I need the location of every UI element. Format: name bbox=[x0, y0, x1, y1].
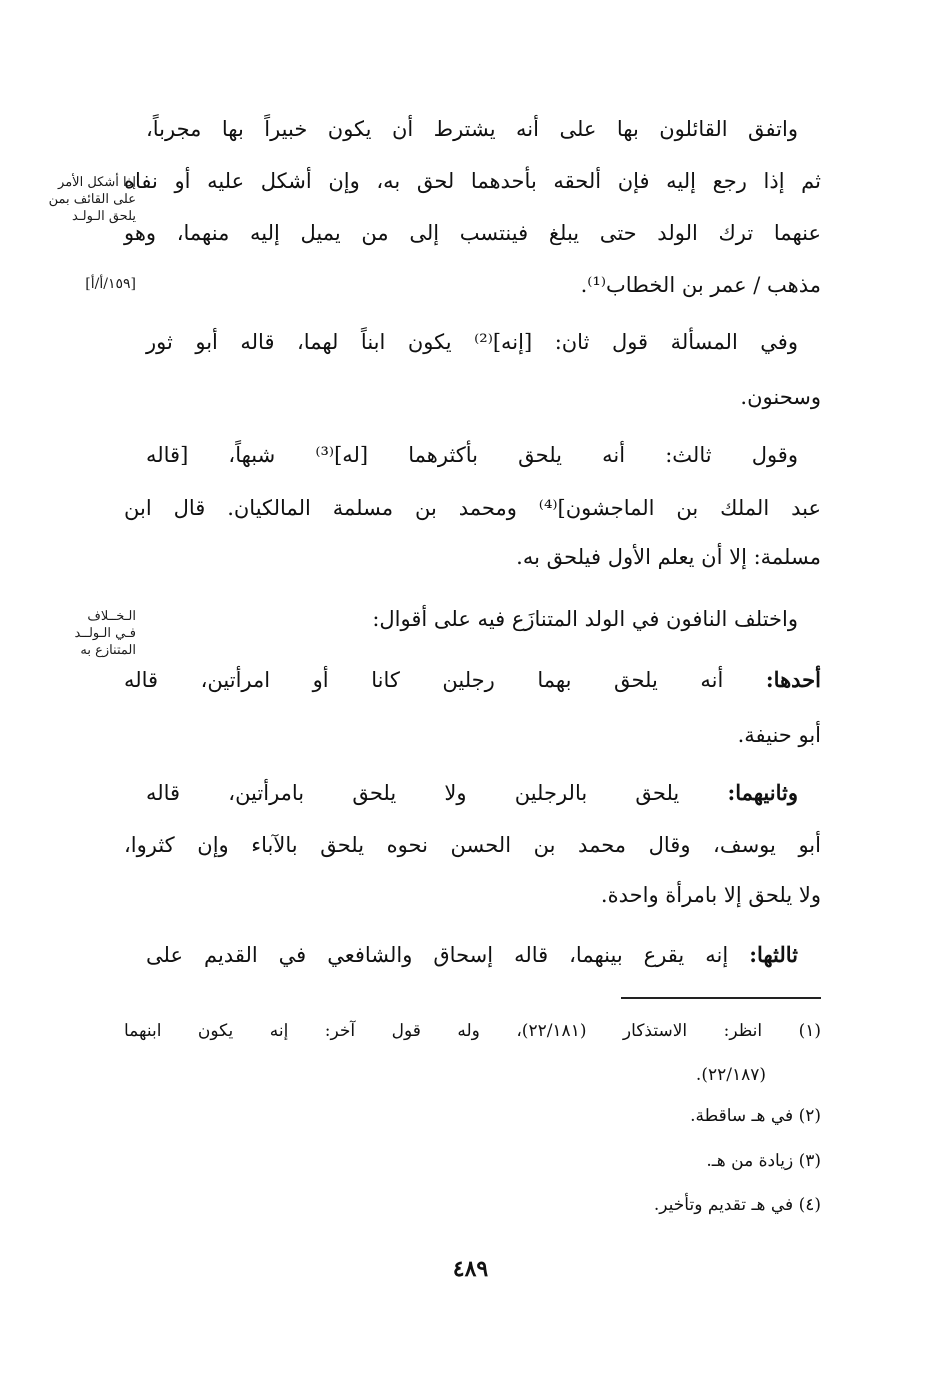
body-line-6: وسحنون. bbox=[740, 385, 821, 409]
margin-note-2-line-2: فـي الـولــد bbox=[74, 626, 136, 641]
margin-note-1-line-2: على القائف بمن bbox=[48, 192, 136, 207]
body-line-11 bbox=[124, 665, 821, 695]
body-line-8: عبد الملك بن الماجشون]⁽⁴⁾ ومحمد بن مسلمة المالكيان. قال ابن bbox=[124, 496, 821, 520]
footnote-1: (١) انظر: الاستذكار (٢٢/١٨١)، وله قول آخر: إنه يكون ابنهما bbox=[124, 1021, 821, 1041]
body-line-12: أبو حنيفة. bbox=[737, 723, 821, 747]
body-line-14: أبو يوسف، وقال محمد بن الحسن نحوه يلحق بالآباء وإن كثروا، bbox=[124, 833, 821, 857]
body-line-2: ثم إذا رجع إليه فإن ألحقه بأحدهما لحق به، وإن أشكل عليه أو نفاه bbox=[124, 169, 821, 193]
page-number: ٤٨٩ bbox=[452, 1256, 489, 1282]
body-line-3: عنهما ترك الولد حتى يبلغ فينتسب إلى من يميل إليه منهما، وهو bbox=[124, 221, 821, 245]
body-line-13: وثانيهما: يلحق بالرجلين ولا يلحق بامرأتين، قاله bbox=[146, 780, 798, 805]
body-line-4: مذهب / عمر بن الخطاب⁽¹⁾. bbox=[580, 273, 821, 297]
margin-note-1-line-1: إذا أشكل الأمر bbox=[58, 175, 136, 190]
body-line-1: واتفق القائلون بها على أنه يشترط أن يكون خبيراً بها مجرباً، bbox=[146, 117, 798, 141]
lead-word: أحدها: bbox=[765, 667, 821, 692]
margin-note-1-line-3: يلحق الـولـد bbox=[72, 209, 136, 224]
footnote-2: (٢) في هـ ساقطة. bbox=[690, 1106, 821, 1126]
body-line-15: ولا يلحق إلا بامرأة واحدة. bbox=[600, 883, 821, 907]
footnote-1-continued: (٢٢/١٨٧). bbox=[695, 1065, 766, 1085]
body-line-11-text: أحدها: أنه يلحق بهما رجلين كانا أو امرأتين، قاله bbox=[124, 667, 821, 692]
body-line-10: واختلف النافون في الولد المتنازَع فيه على أقوال: bbox=[372, 607, 798, 631]
margin-note-2-line-3: المتنازع به bbox=[80, 643, 136, 658]
body-line-7: وقول ثالث: أنه يلحق بأكثرهما [له]⁽³⁾ شبهاً، [قاله bbox=[146, 443, 798, 467]
footnote-4: (٤) في هـ تقديم وتأخير. bbox=[653, 1195, 821, 1215]
lead-word: ثالثها: bbox=[749, 942, 798, 967]
margin-note-2 bbox=[18, 608, 136, 659]
folio-marker: [١٥٩/أ/أ] bbox=[85, 276, 136, 292]
body-line-16: ثالثها: إنه يقرع بينهما، قاله إسحاق والشافعي في القديم على bbox=[146, 942, 798, 967]
margin-note-1 bbox=[18, 174, 136, 225]
margin-note-2-line-1: الـخــلاف bbox=[87, 609, 136, 624]
footnote-separator bbox=[621, 997, 821, 999]
body-line-5: وفي المسألة قول ثان: [إنه]⁽²⁾ يكون ابناً لهما، قاله أبو ثور bbox=[146, 330, 798, 354]
footnote-3: (٣) زيادة من هـ. bbox=[706, 1151, 821, 1171]
body-line-9: مسلمة: إلا أن يعلم الأول فيلحق به. bbox=[516, 545, 821, 569]
lead-word: وثانيهما: bbox=[727, 780, 798, 805]
